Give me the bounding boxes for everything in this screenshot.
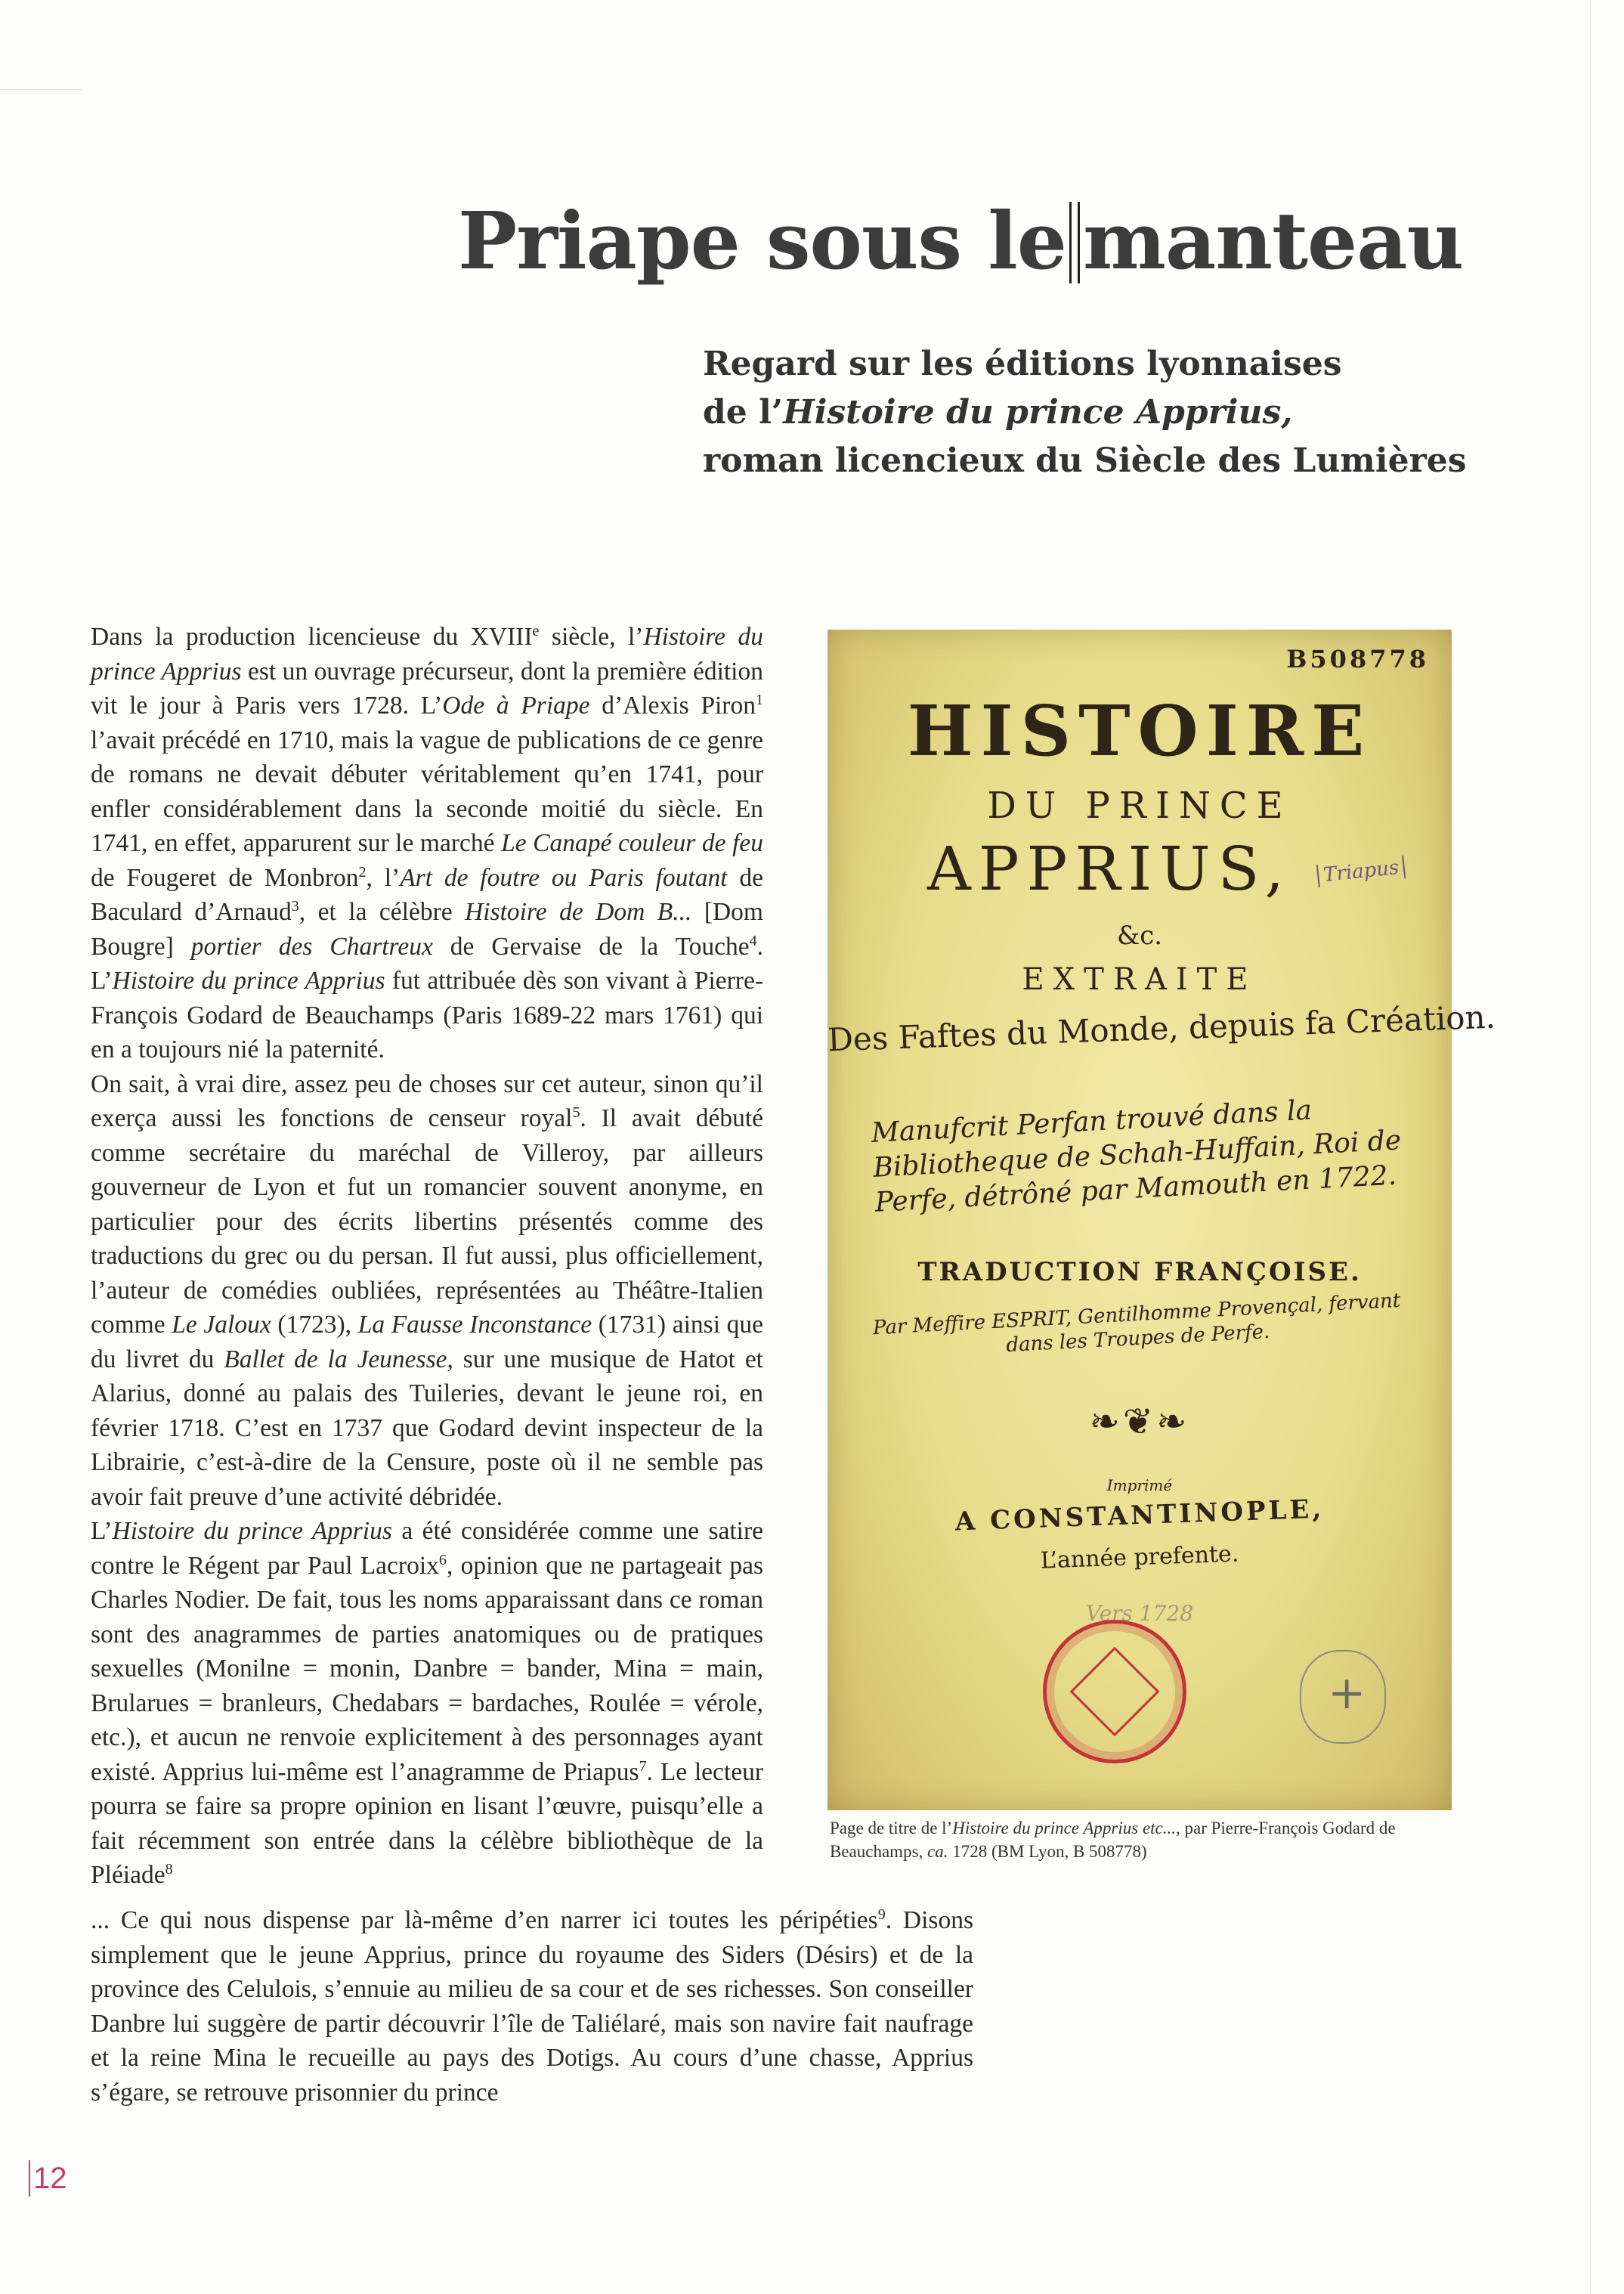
work-title: Histoire de Dom B... bbox=[465, 898, 692, 926]
facsimile-extraite: EXTRAITE bbox=[1022, 962, 1257, 997]
text-run: d’Alexis Piron bbox=[589, 692, 756, 720]
text-run: . Il avait débuté comme secrétaire du maréchal de Villeroy, par ailleurs gouverneur de Lyon et fut un romancier souvent anonyme, en particulier pour des écrits libertins présentés comme des traductions du grec ou du persan. Il fut aussi, plus officiellement, l’auteur de comédies oubliées, représentées au Théâtre-Italien comme bbox=[91, 1104, 763, 1339]
superscript: e bbox=[532, 622, 540, 639]
text-run: (1723), bbox=[271, 1311, 358, 1339]
work-title: La Fausse Inconstance bbox=[357, 1311, 592, 1339]
article-title bbox=[458, 194, 1464, 287]
facsimile-heading-2: DU PRINCE bbox=[987, 785, 1292, 827]
library-stamp-icon bbox=[1043, 1620, 1186, 1763]
text-cursor bbox=[1078, 202, 1080, 283]
text-run: est un ouvrage précurseur, dont la première édition vit le jour à Paris vers 1728. L’ bbox=[91, 657, 763, 720]
caption-work-title: Histoire du prince Apprius etc... bbox=[952, 1819, 1176, 1837]
text-run: de Baculard d’Arnaud bbox=[91, 863, 763, 926]
facsimile-imprime: Imprimé bbox=[1106, 1476, 1173, 1494]
text-run: de Fougeret de Monbron bbox=[91, 863, 359, 892]
stamp-center bbox=[1070, 1647, 1160, 1737]
footnote-ref[interactable]: 8 bbox=[165, 1860, 173, 1878]
text-run: Dans la production licencieuse du XVIII bbox=[91, 623, 533, 651]
top-rule bbox=[0, 89, 83, 90]
text-run: [Dom Bougre] bbox=[91, 898, 763, 961]
title-part-1: Priape sous le bbox=[458, 194, 1066, 287]
body-column bbox=[91, 620, 763, 1893]
pencil-mark-icon bbox=[1300, 1650, 1386, 1744]
subtitle-line-3: roman licencieux du Siècle des Lumières bbox=[703, 441, 1467, 480]
caption-text: Page de titre de l’ bbox=[830, 1819, 953, 1837]
article-subtitle bbox=[703, 340, 1467, 485]
text-run: , et la célèbre bbox=[299, 898, 466, 926]
facsimile-heading-3: APPRIUS, bbox=[926, 834, 1292, 904]
text-cursor bbox=[1069, 202, 1072, 283]
facsimile-fastes: Des Faftes du Monde, depuis fa Création. bbox=[827, 998, 1496, 1059]
facsimile-etc: &c. bbox=[1116, 921, 1163, 951]
page-edge bbox=[1590, 0, 1592, 2294]
work-title: portier des Chartreux bbox=[190, 932, 433, 961]
caption-circa: ca. bbox=[927, 1842, 948, 1861]
footnote-ref[interactable]: 4 bbox=[749, 932, 757, 949]
caption-text: , par Pierre-François Godard de Beauchamps, bbox=[830, 1819, 1396, 1861]
work-title: Ballet de la Jeunesse bbox=[224, 1345, 447, 1373]
facsimile-year: L’année prefente. bbox=[1040, 1540, 1239, 1574]
footnote-ref[interactable]: 2 bbox=[358, 863, 367, 881]
shelfmark: B508778 bbox=[1286, 645, 1429, 673]
text-run: . L’ bbox=[91, 932, 763, 995]
work-title: Le Canapé couleur de feu bbox=[501, 829, 763, 857]
paragraph-2 bbox=[91, 1067, 763, 1515]
footnote-ref[interactable]: 3 bbox=[291, 897, 299, 915]
text-run: l’avait précédé en 1710, mais la vague de publications de ce genre de romans ne devait débuter véritablement qu’en 1741, pour enfler considérablement dans la seconde moitié du siècle. En 1741, en effet, apparurent sur le marché bbox=[91, 726, 763, 857]
text-run: , l’ bbox=[366, 863, 401, 892]
paragraph-1 bbox=[91, 620, 763, 1067]
footnote-ref[interactable]: 5 bbox=[572, 1104, 580, 1121]
text-run: . Disons simplement que le jeune Apprius, prince du royaume des Siders (Désirs) et de la province des Celulois, s’ennuie au milieu de sa cour et de ses richesses. Son conseiller Danbre lui suggère de partir découvrir l’île de Taliélaré, mais son navire fait naufrage et la reine Mina le recueille au pays des Dotigs. Au cours d’une chasse, Apprius s’égare, se retrouve prisonnier du prince bbox=[91, 1906, 973, 2107]
facsimile-place: A CONSTANTINOPLE, bbox=[954, 1494, 1325, 1537]
work-title: Histoire du prince Apprius bbox=[91, 623, 763, 686]
text-run: , opinion que ne partageait pas Charles Nodier. De fait, tous les noms apparaissant dans ce roman sont des anagrammes de parties anatomiques ou de pratiques sexuelles (Monilne = monin, Danbre = bander, Mina = main, Brularues = branleurs, Chedabars = bardaches, Roulée = vérole, etc.), et aucun ne renvoie explicitement à des personnages ayant existé. Apprius lui-même est l’anagramme de Priapus bbox=[91, 1551, 763, 1786]
footnote-ref[interactable]: 7 bbox=[639, 1757, 647, 1775]
text-run: siècle, l’ bbox=[539, 623, 644, 651]
paragraph-4 bbox=[91, 1903, 973, 2110]
body-full-width bbox=[91, 1903, 973, 2110]
text-run: a été considérée comme une satire contre le Régent par Paul Lacroix bbox=[91, 1517, 763, 1580]
ornament-icon: ❧❦❧ bbox=[1089, 1401, 1190, 1443]
work-title: Histoire du prince Apprius bbox=[112, 1517, 392, 1545]
caption-text: 1728 (BM Lyon, B 508778) bbox=[948, 1842, 1147, 1861]
footnote-ref[interactable]: 1 bbox=[755, 691, 763, 708]
subtitle-work-title: Histoire du prince Apprius, bbox=[783, 393, 1293, 432]
text-run: L’ bbox=[91, 1517, 113, 1545]
title-part-2: manteau bbox=[1082, 194, 1464, 287]
footnote-ref[interactable]: 6 bbox=[438, 1551, 447, 1568]
pencil-date: Vers 1728 bbox=[1085, 1601, 1194, 1626]
footnote-ref[interactable]: 9 bbox=[877, 1905, 886, 1923]
manuscript-annotation: Triapus bbox=[1316, 856, 1406, 887]
facsimile-manuscrit: Manufcrit Perfan trouvé dans la Bibliotheque de Schah-Huffain, Roi de Perfe, détrôné par Mamouth en 1722. bbox=[870, 1094, 1403, 1218]
text-run: . Le lecteur pourra se faire sa propre opinion en lisant l’œuvre, puisqu’elle a fait récemment son entrée dans la célèbre bibliothèque de la Pléiade bbox=[91, 1757, 763, 1889]
text-run: ... Ce qui nous dispense par là-même d’en narrer ici toutes les péripéties bbox=[91, 1906, 878, 1934]
text-run: On sait, à vrai dire, assez peu de choses sur cet auteur, sinon qu’il exerça aussi les fonctions de censeur royal bbox=[91, 1070, 763, 1132]
facsimile-author: Par Meffire ESPRIT, Gentilhomme Provençal, fervant dans les Troupes de Perfe. bbox=[872, 1289, 1401, 1358]
work-title: Art de foutre ou Paris foutant bbox=[400, 863, 728, 892]
facsimile-heading-1: HISTOIRE bbox=[907, 690, 1372, 772]
work-title: Le Jaloux bbox=[172, 1311, 271, 1339]
text-run: de Gervaise de la Touche bbox=[432, 932, 750, 961]
work-title: Histoire du prince Apprius bbox=[112, 967, 385, 995]
subtitle-prefix: de l’ bbox=[703, 393, 784, 432]
work-title: Ode à Priape bbox=[442, 692, 590, 720]
text-run: fut attribuée dès son vivant à Pierre-François Godard de Beauchamps (Paris 1689-22 mars 1761) qui en a toujours nié la paternité. bbox=[91, 967, 763, 1063]
paragraph-3 bbox=[91, 1514, 763, 1893]
text-run: (1731) ainsi que du livret du bbox=[91, 1311, 764, 1373]
text-run: , sur une musique de Hatot et Alarius, donné au palais des Tuileries, devant le jeune roi, en février 1718. C’est en 1737 que Godard devint inspecteur de la Librairie, c’est-à-dire de la Censure, poste où il ne semble pas avoir fait preuve d’une activité débridée. bbox=[91, 1345, 763, 1511]
facsimile-traduction: TRADUCTION FRANÇOISE. bbox=[917, 1257, 1362, 1287]
subtitle-line-1: Regard sur les éditions lyonnaises bbox=[703, 345, 1342, 383]
page-number: 12 bbox=[29, 2160, 67, 2196]
subtitle-line-2 bbox=[703, 389, 1467, 437]
title-page-facsimile bbox=[827, 630, 1496, 1810]
figure-caption bbox=[830, 1816, 1465, 1863]
